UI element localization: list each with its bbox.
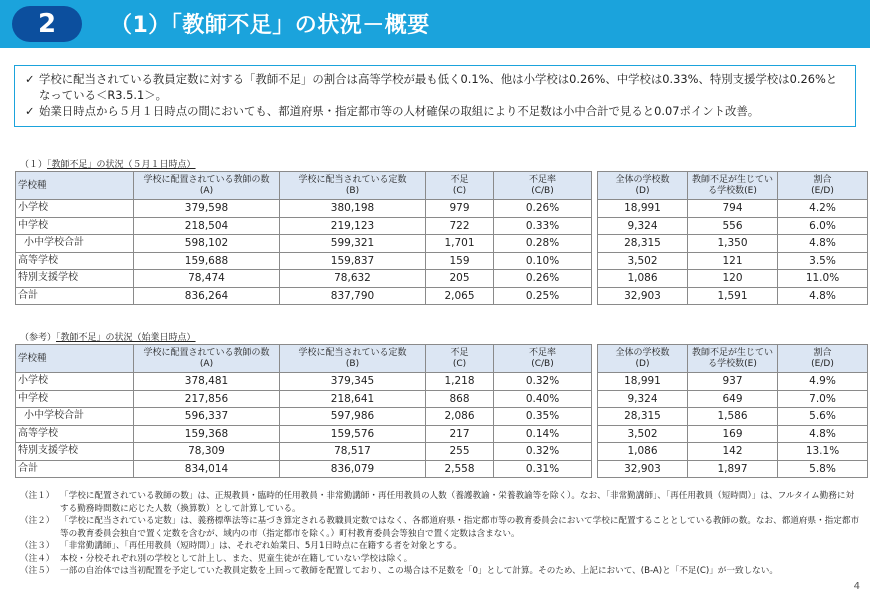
table-cell: 556 bbox=[688, 217, 778, 235]
note-text: 「学校に配置されている教師の数」は、正規教員・臨時的任用教員・非常勤講師・再任用教員の人数（養護教諭・栄養教諭等を除く）。なお、「非常勤講師」、「再任用教員（短時間）」は、フルタイム勤務に対する勤務時間数に応じた人数（換算数）として計算している。 bbox=[60, 491, 855, 514]
table-cell: 379,345 bbox=[280, 373, 426, 391]
table-cell: 4.2% bbox=[778, 200, 868, 218]
note-label: （注３） bbox=[20, 541, 55, 551]
note-label: （注１） bbox=[20, 491, 55, 501]
row-label: 小中学校合計 bbox=[16, 408, 134, 426]
table-cell: 18,991 bbox=[598, 200, 688, 218]
column-header: 不足 (C) bbox=[426, 345, 494, 373]
table-cell: 159,837 bbox=[280, 252, 426, 270]
table-cell: 0.35% bbox=[494, 408, 592, 426]
column-header: 不足 (C) bbox=[426, 172, 494, 200]
check-icon: ✓ bbox=[25, 104, 35, 118]
table-cell: 5.6% bbox=[778, 408, 868, 426]
table2-caption-prefix: （参考） bbox=[20, 333, 57, 343]
table-cell: 868 bbox=[426, 390, 494, 408]
table-cell: 218,504 bbox=[134, 217, 280, 235]
row-label: 小学校 bbox=[16, 200, 134, 218]
table-cell: 0.25% bbox=[494, 287, 592, 305]
table-cell: 13.1% bbox=[778, 443, 868, 461]
column-header: 学校に配当されている定数 (B) bbox=[280, 172, 426, 200]
table-cell: 159,576 bbox=[280, 425, 426, 443]
table-cell: 979 bbox=[426, 200, 494, 218]
summary-item bbox=[25, 103, 845, 119]
table1-caption-text: 「教師不足」の状況（５月１日時点） bbox=[47, 160, 196, 170]
table-cell: 1,218 bbox=[426, 373, 494, 391]
check-icon: ✓ bbox=[25, 72, 35, 86]
table-cell: 379,598 bbox=[134, 200, 280, 218]
column-header: 学校に配置されている教師の数 (A) bbox=[134, 345, 280, 373]
note-label: （注４） bbox=[20, 553, 55, 564]
table-cell: 1,586 bbox=[688, 408, 778, 426]
row-label: 中学校 bbox=[16, 217, 134, 235]
note-item bbox=[20, 515, 860, 540]
table-cell: 32,903 bbox=[598, 460, 688, 478]
table-cell: 0.31% bbox=[494, 460, 592, 478]
table-row bbox=[16, 287, 868, 305]
row-label: 合計 bbox=[16, 460, 134, 478]
table-cell: 4.8% bbox=[778, 235, 868, 253]
column-header: 学校に配置されている教師の数 (A) bbox=[134, 172, 280, 200]
table-cell: 3,502 bbox=[598, 252, 688, 270]
table-cell: 9,324 bbox=[598, 390, 688, 408]
table-cell: 0.26% bbox=[494, 270, 592, 288]
table-cell: 78,632 bbox=[280, 270, 426, 288]
summary-text: 始業日時点から５月１日時点の間においても、都道府県・指定都市等の人材確保の取組により不足数は小中合計で見ると0.07ポイント改善。 bbox=[39, 104, 760, 118]
column-header: 不足率 (C/B) bbox=[494, 172, 592, 200]
table-cell: 1,350 bbox=[688, 235, 778, 253]
table-cell: 6.0% bbox=[778, 217, 868, 235]
table-row bbox=[16, 425, 868, 443]
table-row bbox=[16, 252, 868, 270]
row-label: 小学校 bbox=[16, 373, 134, 391]
column-header: 学校種 bbox=[16, 172, 134, 200]
table-cell: 219,123 bbox=[280, 217, 426, 235]
note-text: 「学校に配当されている定数」は、義務標準法等に基づき算定される教職員定数ではなく、各都道府県・指定都市等の教育委員会において学校に配置することとしている教師の数。なお、都道府県・指定都市等の教育委員会独自で置く定数を含むが、域内の市（指定都市を除く。）町村教育委員会等独自で置く定数は含まない。 bbox=[60, 516, 860, 539]
table-cell: 9,324 bbox=[598, 217, 688, 235]
summary-text: 学校に配当されている教員定数に対する「教師不足」の割合は高等学校が最も低く0.1%、他は小学校は0.26%、中学校は0.33%、特別支援学校は0.26%となっている＜R3.5.1＞。 bbox=[39, 72, 838, 102]
table1-caption bbox=[20, 157, 196, 170]
table-cell: 0.40% bbox=[494, 390, 592, 408]
table-row bbox=[16, 235, 868, 253]
table-row bbox=[16, 373, 868, 391]
table-cell: 159 bbox=[426, 252, 494, 270]
table-cell: 0.10% bbox=[494, 252, 592, 270]
column-header: 学校種 bbox=[16, 345, 134, 373]
table2-caption-text: 「教師不足」の状況（始業日時点） bbox=[56, 333, 196, 343]
table-row bbox=[16, 217, 868, 235]
table-cell: 0.28% bbox=[494, 235, 592, 253]
row-label: 特別支援学校 bbox=[16, 443, 134, 461]
table-cell: 3,502 bbox=[598, 425, 688, 443]
table1-caption-prefix: （１） bbox=[20, 160, 48, 170]
shortage-table-start bbox=[15, 344, 868, 478]
table-cell: 7.0% bbox=[778, 390, 868, 408]
table-cell: 217 bbox=[426, 425, 494, 443]
table-cell: 1,086 bbox=[598, 270, 688, 288]
column-header: 教師不足が生じている学校数(E) bbox=[688, 172, 778, 200]
table-cell: 3.5% bbox=[778, 252, 868, 270]
table-header-row bbox=[16, 345, 868, 373]
table-cell: 834,014 bbox=[134, 460, 280, 478]
summary-box bbox=[14, 65, 856, 127]
table-cell: 378,481 bbox=[134, 373, 280, 391]
table-row bbox=[16, 408, 868, 426]
table-cell: 5.8% bbox=[778, 460, 868, 478]
note-item bbox=[20, 490, 860, 515]
table-cell: 598,102 bbox=[134, 235, 280, 253]
note-label: （注２） bbox=[20, 516, 55, 526]
row-label: 高等学校 bbox=[16, 425, 134, 443]
table-cell: 0.14% bbox=[494, 425, 592, 443]
table-cell: 217,856 bbox=[134, 390, 280, 408]
table-cell: 28,315 bbox=[598, 235, 688, 253]
note-text: 本校・分校それぞれ別の学校として計上し、また、児童生徒が在籍していない学校は除く。 bbox=[60, 553, 413, 564]
page-title: （1）「教師不足」の状況－概要 bbox=[110, 13, 430, 38]
table-cell: 722 bbox=[426, 217, 494, 235]
table-cell: 255 bbox=[426, 443, 494, 461]
row-label: 小中学校合計 bbox=[16, 235, 134, 253]
note-text: 「非常勤講師」、「再任用教員（短時間）」は、それぞれ始業日、5月1日時点に在籍する者を対象とする。 bbox=[60, 541, 462, 551]
table-cell: 649 bbox=[688, 390, 778, 408]
table-cell: 142 bbox=[688, 443, 778, 461]
table-cell: 159,368 bbox=[134, 425, 280, 443]
note-text: 一部の自治体では当初配置を予定していた教員定数を上回って教師を配置しており、この場合は不足数を「0」として計算。そのため、上記において、(B-A)と「不足(C)」が一致しない。 bbox=[60, 566, 778, 576]
table-cell: 597,986 bbox=[280, 408, 426, 426]
table-cell: 121 bbox=[688, 252, 778, 270]
column-header: 全体の学校数 (D) bbox=[598, 172, 688, 200]
table2-caption bbox=[20, 330, 196, 343]
column-header: 不足率 (C/B) bbox=[494, 345, 592, 373]
table-cell: 159,688 bbox=[134, 252, 280, 270]
table-header-row bbox=[16, 172, 868, 200]
table-cell: 0.32% bbox=[494, 443, 592, 461]
table-cell: 4.8% bbox=[778, 287, 868, 305]
note-item bbox=[20, 540, 860, 553]
column-header: 教師不足が生じている学校数(E) bbox=[688, 345, 778, 373]
table-row bbox=[16, 460, 868, 478]
table-cell: 18,991 bbox=[598, 373, 688, 391]
table-cell: 596,337 bbox=[134, 408, 280, 426]
table-cell: 2,086 bbox=[426, 408, 494, 426]
table-cell: 2,558 bbox=[426, 460, 494, 478]
table-cell: 1,591 bbox=[688, 287, 778, 305]
table-cell: 169 bbox=[688, 425, 778, 443]
table-row bbox=[16, 200, 868, 218]
column-header: 割合 (E/D) bbox=[778, 345, 868, 373]
row-label: 中学校 bbox=[16, 390, 134, 408]
table-cell: 0.26% bbox=[494, 200, 592, 218]
row-label: 特別支援学校 bbox=[16, 270, 134, 288]
table-cell: 380,198 bbox=[280, 200, 426, 218]
note-item bbox=[20, 553, 860, 566]
table-cell: 205 bbox=[426, 270, 494, 288]
table-cell: 1,086 bbox=[598, 443, 688, 461]
row-label: 高等学校 bbox=[16, 252, 134, 270]
column-header: 全体の学校数 (D) bbox=[598, 345, 688, 373]
table-cell: 0.33% bbox=[494, 217, 592, 235]
table-cell: 218,641 bbox=[280, 390, 426, 408]
table-cell: 120 bbox=[688, 270, 778, 288]
table-cell: 78,309 bbox=[134, 443, 280, 461]
table-cell: 0.32% bbox=[494, 373, 592, 391]
table-cell: 837,790 bbox=[280, 287, 426, 305]
table-cell: 836,264 bbox=[134, 287, 280, 305]
table-cell: 794 bbox=[688, 200, 778, 218]
table-cell: 32,903 bbox=[598, 287, 688, 305]
column-header: 学校に配当されている定数 (B) bbox=[280, 345, 426, 373]
table-row bbox=[16, 390, 868, 408]
table-cell: 4.9% bbox=[778, 373, 868, 391]
summary-item bbox=[25, 71, 845, 103]
notes bbox=[20, 490, 860, 578]
table-row bbox=[16, 443, 868, 461]
table-cell: 599,321 bbox=[280, 235, 426, 253]
section-number-badge: 2 bbox=[12, 6, 82, 42]
table-cell: 78,517 bbox=[280, 443, 426, 461]
table-cell: 4.8% bbox=[778, 425, 868, 443]
table-cell: 2,065 bbox=[426, 287, 494, 305]
note-label: （注５） bbox=[20, 566, 55, 576]
table-cell: 1,897 bbox=[688, 460, 778, 478]
shortage-table-may bbox=[15, 171, 868, 305]
page-number: 4 bbox=[853, 581, 860, 592]
table-cell: 937 bbox=[688, 373, 778, 391]
row-label: 合計 bbox=[16, 287, 134, 305]
note-item bbox=[20, 565, 860, 578]
table-cell: 1,701 bbox=[426, 235, 494, 253]
table-cell: 28,315 bbox=[598, 408, 688, 426]
table-cell: 78,474 bbox=[134, 270, 280, 288]
table-cell: 11.0% bbox=[778, 270, 868, 288]
table-cell: 836,079 bbox=[280, 460, 426, 478]
header-bar bbox=[0, 0, 870, 48]
column-header: 割合 (E/D) bbox=[778, 172, 868, 200]
table-row bbox=[16, 270, 868, 288]
